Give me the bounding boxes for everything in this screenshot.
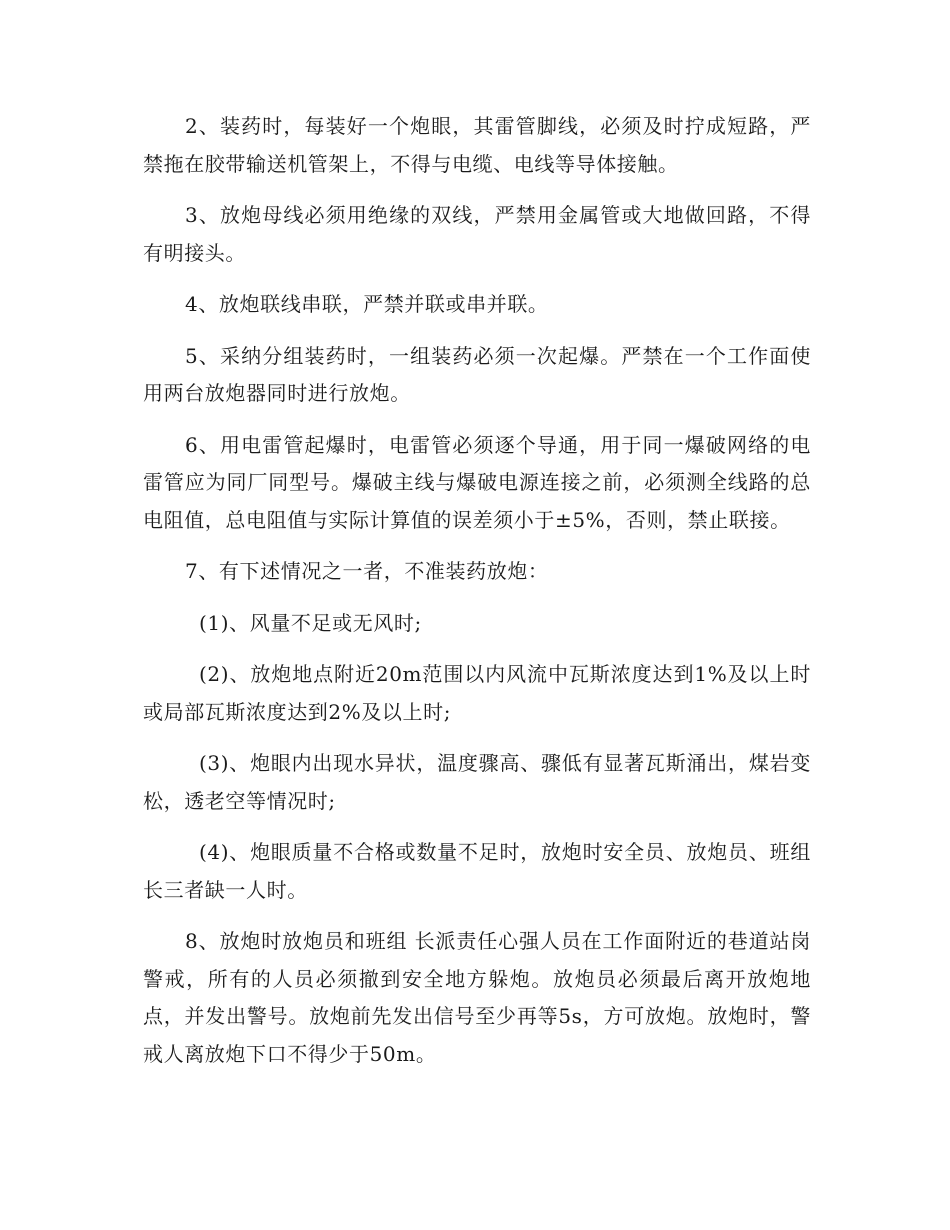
sub-item-2: (2)、放炮地点附近20m范围以内风流中瓦斯浓度达到1%及以上时或局部瓦斯浓度达到2%及以上时; (143, 662, 811, 724)
sub-item-3: (3)、炮眼内出现水异状，温度骤高、骤低有显著瓦斯涌出，煤岩变松，透老空等情况时; (143, 751, 811, 813)
paragraph-item-6: 6、用电雷管起爆时，电雷管必须逐个导通，用于同一爆破网络的电雷管应为同厂同型号。爆破主线与爆破电源连接之前，必须测全线路的总电阻值，总电阻值与实际计算值的误差须小于±5%，否则，禁止联接。 (143, 432, 811, 532)
document-body (143, 108, 811, 1087)
sub-item-1: (1)、风量不足或无风时; (199, 610, 422, 635)
paragraph-item-3: 3、放炮母线必须用绝缘的双线，严禁用金属管或大地做回路，不得有明接头。 (143, 203, 811, 265)
sub-item-4: (4)、炮眼质量不合格或数量不足时，放炮时安全员、放炮员、班组 长三者缺一人时。 (143, 840, 811, 902)
paragraph-item-4: 4、放炮联线串联，严禁并联或串并联。 (185, 292, 549, 316)
paragraph-item-7: 7、有下述情况之一者，不准装药放炮： (185, 559, 549, 583)
paragraph-item-2: 2、装药时，每装好一个炮眼，其雷管脚线，必须及时拧成短路，严禁拖在胶带输送机管架上，不得与电缆、电线等导体接触。 (143, 114, 811, 176)
paragraph-item-5: 5、采纳分组装药时，一组装药必须一次起爆。严禁在一个工作面使用两台放炮器同时进行放炮。 (143, 343, 811, 405)
paragraph-item-8: 8、放炮时放炮员和班组 长派责任心强人员在工作面附近的巷道站岗警戒，所有的人员必须撤到安全地方躲炮。放炮员必须最后离开放炮地点，并发出警号。放炮前先发出信号至少再等5s，方可放炮。放炮时，警戒人离放炮下口不得少于50m。 (143, 929, 811, 1066)
